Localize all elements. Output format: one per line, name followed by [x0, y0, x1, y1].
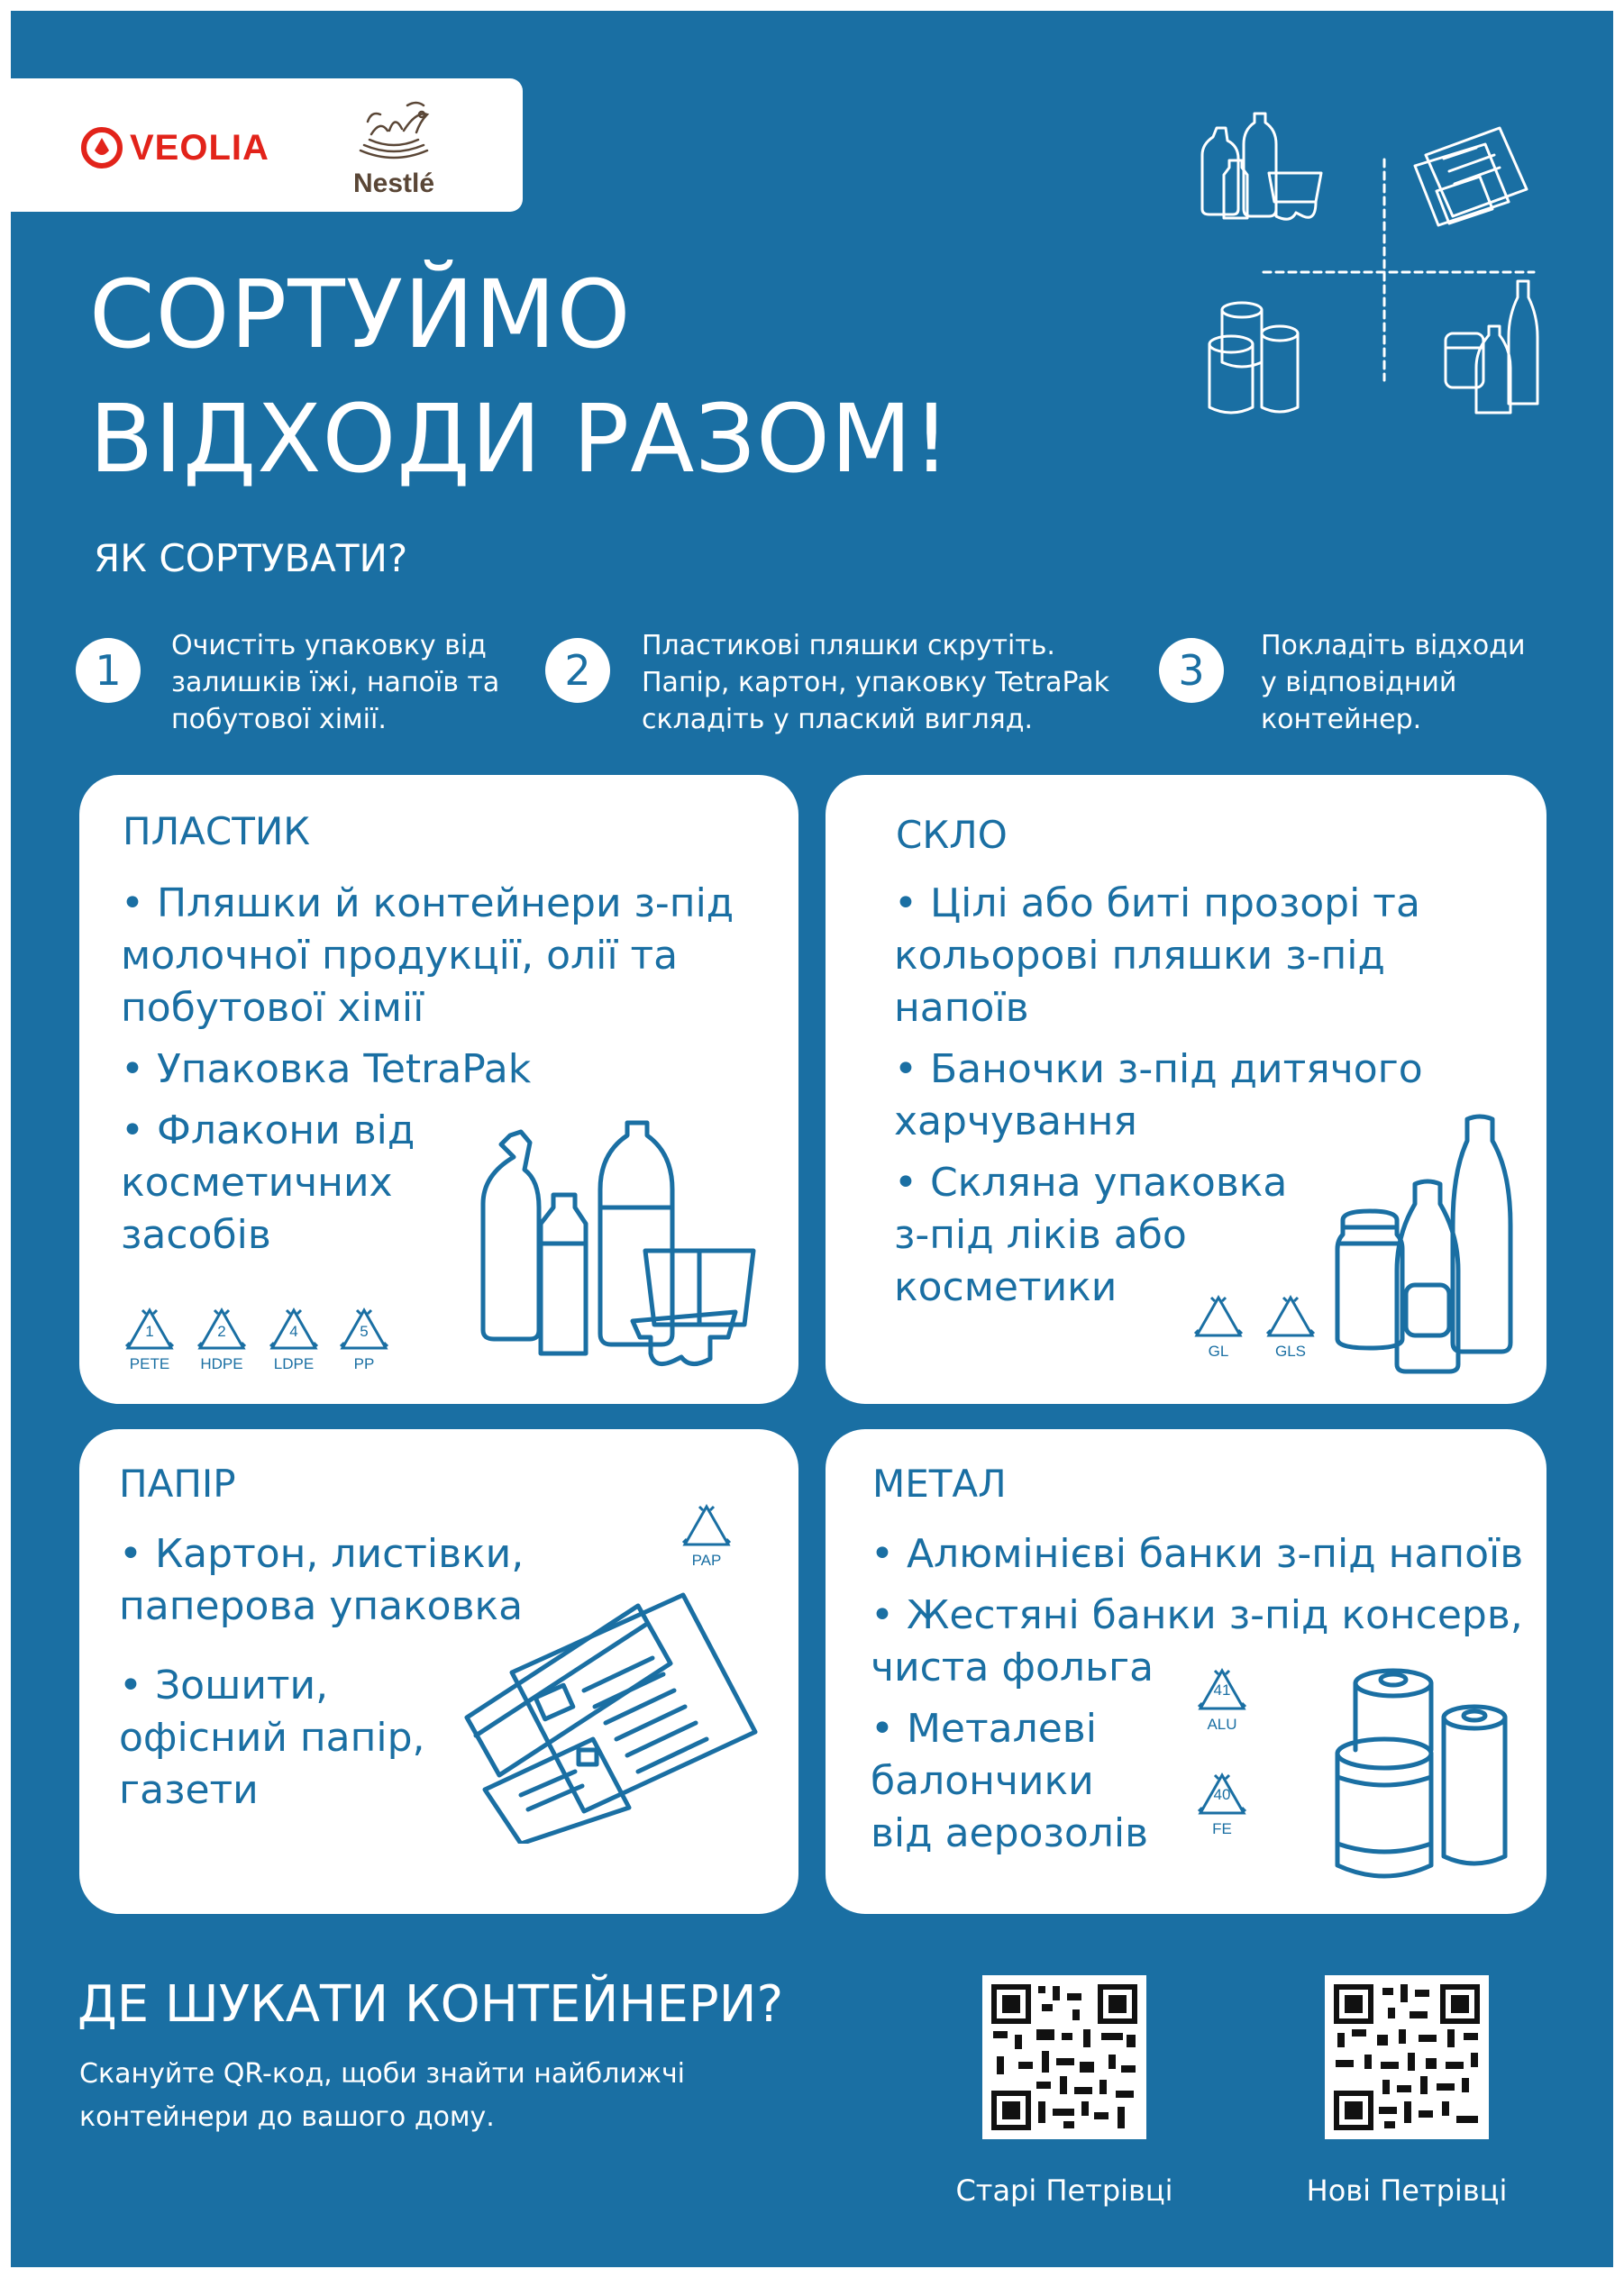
nestle-nest-icon — [344, 95, 443, 167]
step-2-line: Папір, картон, упаковку TetraPak — [642, 667, 1110, 698]
list-item-line: з-під ліків або — [894, 1212, 1187, 1258]
qr-label-stari-petrivtsi: Старі Петрівці — [955, 2173, 1173, 2208]
list-item-line: напоїв — [894, 985, 1029, 1031]
list-item-line: балончики — [871, 1758, 1094, 1804]
list-item-line: харчування — [894, 1098, 1137, 1144]
poster — [11, 11, 1613, 2267]
glass-bottles-icon — [1330, 1108, 1528, 1379]
paper-card — [79, 1429, 798, 1914]
step-2-line: складіть у плаский вигляд. — [642, 704, 1033, 735]
plastic-card-title: ПЛАСТИК — [123, 809, 311, 853]
step-1-text — [171, 627, 499, 738]
plastic-card — [79, 775, 798, 1404]
list-item-line: • Пляшки й контейнери з-під — [121, 880, 734, 926]
recycle-code-fe — [1193, 1770, 1251, 1838]
metal-card — [826, 1429, 1546, 1914]
newspapers-icon — [458, 1591, 773, 1844]
recycle-code-label: LDPE — [273, 1355, 315, 1372]
recycle-code-ldpe — [265, 1305, 323, 1373]
list-item-line: паперова упаковка — [119, 1583, 524, 1629]
list-item-line: • Баночки з-під дитячого — [894, 1046, 1423, 1092]
recycle-code-number: 1 — [145, 1323, 154, 1340]
list-item — [121, 1043, 734, 1096]
step-2-number: 2 — [545, 638, 610, 703]
step-1-line: залишків їжі, напоїв та — [171, 667, 500, 698]
recycle-code-label: ALU — [1207, 1716, 1237, 1733]
metal-cans-icon — [1327, 1663, 1525, 1898]
recycle-code-label: HDPE — [200, 1355, 243, 1372]
metal-card-title: МЕТАЛ — [872, 1462, 1007, 1506]
list-item-line: • Упаковка TetraPak — [121, 1046, 532, 1092]
plastic-bottles-icon — [474, 1117, 780, 1379]
list-item-line: • Скляна упаковка — [894, 1160, 1288, 1206]
step-2-text — [642, 627, 1109, 738]
qr-label-novi-petrivtsi: Нові Петрівці — [1306, 2173, 1508, 2208]
recycle-code-number: 4 — [289, 1323, 298, 1340]
glass-card-title: СКЛО — [896, 813, 1008, 857]
recycle-code-label: FE — [1212, 1820, 1232, 1837]
step-2-line: Пластикові пляшки скрутіть. — [642, 630, 1055, 661]
where-text-line: контейнери до вашого дому. — [79, 2101, 495, 2133]
recycle-code-gl — [1190, 1292, 1247, 1361]
nestle-wordmark: Nestlé — [352, 169, 435, 198]
step-3-line: Покладіть відходи — [1261, 630, 1526, 661]
veolia-wordmark: VEOLIA — [130, 127, 269, 168]
list-item — [871, 1528, 1523, 1581]
list-item-line: офісний папір, — [119, 1715, 425, 1761]
veolia-logo — [81, 127, 269, 169]
step-1-number: 1 — [76, 638, 141, 703]
recycle-code-pp — [335, 1305, 393, 1373]
recycle-code-label: GL — [1208, 1343, 1229, 1360]
list-item-line: кольорові пляшки з-під — [894, 933, 1385, 979]
recycle-triangle-icon — [1191, 1292, 1245, 1343]
where-text-line: Скануйте QR-код, щоби знайти найближчі — [79, 2058, 685, 2090]
list-item-line: молочної продукції, олії та — [121, 933, 679, 979]
list-item-line: • Зошити, — [119, 1663, 329, 1708]
paper-card-title: ПАПІР — [119, 1462, 236, 1506]
logo-bar — [11, 78, 523, 212]
list-item-line: чиста фольга — [871, 1645, 1154, 1690]
recycle-code-number: 41 — [1213, 1681, 1231, 1699]
waste-categories-icon — [1182, 101, 1579, 443]
recycle-code-label: PP — [353, 1355, 375, 1372]
list-item-line: косметики — [894, 1264, 1118, 1310]
step-3-line: у відповідний — [1261, 667, 1457, 698]
veolia-logo-icon — [81, 127, 123, 169]
title-line-1: СОРТУЙМО — [89, 260, 632, 369]
glass-card — [826, 775, 1546, 1404]
list-item-line: косметичних — [121, 1160, 393, 1206]
list-item-line: • Металеві — [871, 1706, 1097, 1752]
recycle-code-label: PAP — [691, 1552, 722, 1569]
recycle-code-number: 2 — [217, 1323, 226, 1340]
recycle-code-pap — [678, 1501, 735, 1570]
step-3-number: 3 — [1159, 638, 1224, 703]
qr-code-icon — [982, 1975, 1146, 2139]
list-item-line: газети — [119, 1767, 259, 1813]
recycle-code-label: PETE — [129, 1355, 170, 1372]
qr-code-icon — [1325, 1975, 1489, 2139]
recycle-code-hdpe — [193, 1305, 251, 1373]
recycle-code-alu — [1193, 1665, 1251, 1734]
qr-code-stari-petrivtsi[interactable] — [982, 1975, 1146, 2139]
list-item — [121, 878, 734, 1034]
list-item-line: • Картон, листівки, — [119, 1531, 525, 1577]
recycle-code-number: 40 — [1213, 1786, 1231, 1803]
recycle-triangle-icon — [1264, 1292, 1318, 1343]
list-item-line: • Цілі або биті прозорі та — [894, 880, 1420, 926]
list-item-line: • Флакони від — [121, 1107, 415, 1153]
list-item-line: засобів — [121, 1212, 271, 1258]
recycle-code-pete — [121, 1305, 178, 1373]
list-item-line: побутової хімії — [121, 985, 424, 1031]
where-text — [79, 2053, 782, 2139]
qr-code-novi-petrivtsi[interactable] — [1325, 1975, 1489, 2139]
nestle-logo — [344, 95, 443, 201]
list-item-line: від аерозолів — [871, 1810, 1149, 1856]
page-title — [89, 252, 951, 501]
list-item-line: • Жестяні банки з-під консерв, — [871, 1592, 1523, 1638]
title-line-2: ВІДХОДИ РАЗОМ! — [89, 384, 952, 494]
list-item — [894, 878, 1423, 1034]
step-1-line: побутової хімії. — [171, 704, 387, 735]
step-3-text — [1261, 627, 1525, 738]
where-heading: ДЕ ШУКАТИ КОНТЕЙНЕРИ? — [78, 1975, 784, 2034]
recycle-code-label: GLS — [1274, 1343, 1307, 1360]
recycle-code-gls — [1262, 1292, 1319, 1361]
list-item-line: • Алюмінієві банки з-під напоїв — [871, 1531, 1524, 1577]
how-to-heading: ЯК СОРТУВАТИ? — [94, 536, 408, 580]
step-1-line: Очистіть упаковку від — [171, 630, 487, 661]
step-3-line: контейнер. — [1261, 704, 1422, 735]
recycle-triangle-icon — [680, 1501, 734, 1552]
recycle-code-number: 5 — [360, 1323, 369, 1340]
